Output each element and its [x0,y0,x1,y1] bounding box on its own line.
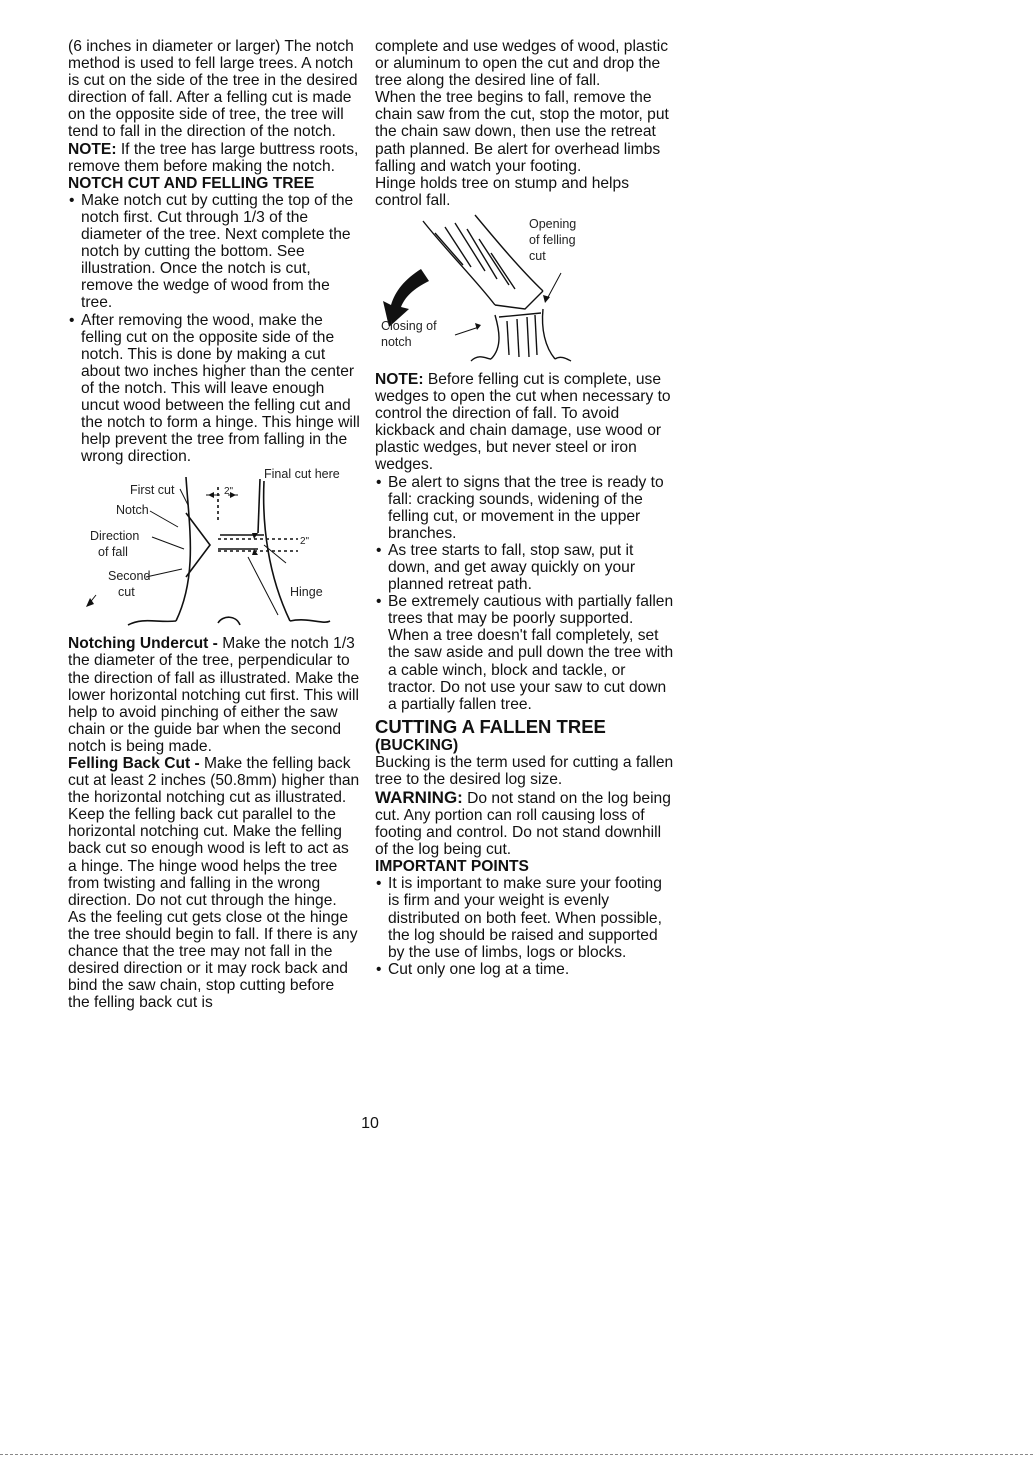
direction-label: Direction [90,529,140,544]
backcut-text: Make the felling back cut at least 2 inches (50.8mm) higher than the horizontal notching cut as illustrated. Keep the felling back cut parallel to the horizontal notching cut. Make the felling back cut so enough wood is left to act as a hinge. The hinge wood helps the tree from twisting and falling in the wrong direction. Do not cut through the hinge. [68,755,360,909]
falling-bullet: • As tree starts to fall, stop saw, put it down, and get away quickly on your planned retreat path. [375,542,675,593]
opening-label: Opening [529,216,577,231]
undercut-paragraph [68,635,360,755]
notch-bullet: • Make notch cut by cutting the top of the notch first. Cut through 1/3 of the diameter of the tree. Next complete the notch by cutting the bottom. See illustration. Once the notch is cut, remove the wedge of wood from the tree. [68,192,360,312]
closing-paragraph: As the feeling cut gets close ot the hinge the tree should begin to fall. If there is any chance that the tree may not fall in the desired direction or it may rock back and bind the saw chain, stop cutting before the felling back cut is [68,908,358,1012]
left-column [68,38,360,1011]
undercut-text: Make the notch 1/3 the diameter of the tree, perpendicular to the direction of fall as illustrated. Make the lower horizontal notching cut first. This will help to avoid pinching of either the saw chain or the guide bar when the second notch is being made. [68,635,360,755]
bucking-paragraph: Bucking is the term used for cutting a fallen tree to the desired log size. [375,754,674,789]
wedges-paragraph: complete and use wedges of wood, plastic or aluminum to open the cut and drop the tree along the desired line of fall. [375,38,668,90]
notch-bullet: • After removing the wood, make the felling cut on the opposite side of the notch. This is done by making a cut about two inches higher than the center of the notch. This will leave enough uncut wood between the felling cut and the notch to form a hinge. This hinge will help prevent the tree from falling in the wrong direction. [68,312,360,466]
note-text: If the tree has large buttress roots, remove them before making the notch. [68,140,359,175]
notch-bullets [68,192,360,466]
important-bullets [375,875,675,978]
warning-label: WARNING: [375,787,463,807]
hinge-paragraph: Hinge holds tree on stump and helps control fall. [375,174,629,209]
falling-bullet: • Be extremely cautious with partially fallen trees that may be poorly supported. When a tree doesn't fall completely, set the saw aside and pull down the tree with a cable winch, block and tackle, or tractor. Do not use your saw to cut down a partially fallen tree. [375,593,675,713]
cut-label: cut [118,585,135,600]
falling-bullets [375,474,675,713]
second-label: Second [108,569,151,584]
backcut-paragraph [68,755,360,909]
notch-diagram [68,465,360,635]
two-inch-top-label: 2" [224,486,234,498]
important-bullet: • It is important to make sure your footing is firm and your weight is evenly distributed on both feet. When possible, the log should be raised and supported by the use of limbs, logs or blocks. [375,875,675,960]
falling-bullet: • Be alert to signs that the tree is ready to fall: cracking sounds, widening of the felling cut, or movement in the upper branches. [375,474,675,542]
undercut-label: Notching Undercut - [68,635,218,653]
closing-notch-label: notch [381,334,412,349]
buttress-note [68,141,360,175]
notch-label: Notch [116,503,149,518]
bucking-subheading: (BUCKING) [375,736,459,754]
closing-of-label: Closing of [381,318,437,333]
note-text: Before felling cut is complete, use wedges to open the cut when necessary to control the direction of fall. To avoid kickback and chain damage, use wood or plastic wedges, but never steel or iron wedges. [375,370,671,474]
scan-edge-rule [0,1454,1033,1455]
intro-paragraph: (6 inches in diameter or larger) The notch method is used to fell large trees. A notch is cut on the side of the tree in the desired direction of fall. After a felling cut is made on the opposite side of tree, the tree will tend to fall in the direction of the notch. [68,38,358,141]
warning-text: Do not stand on the log being cut. Any portion can roll causing loss of footing and control. Do not stand downhill of the log being cut. [375,789,671,858]
felling-diagram [375,209,675,371]
retreat-paragraph: When the tree begins to fall, remove the chain saw from the cut, stop the motor, put the chain saw down, then use the retreat path planned. Be alert for overhead limbs falling and watch your footing. [375,89,669,175]
important-bullet: • Cut only one log at a time. [375,961,675,978]
final-cut-label: Final cut here [264,467,340,482]
of-felling-label: of felling [529,232,576,247]
felling-diagram-drawing [375,209,675,371]
important-points-heading: IMPORTANT POINTS [375,857,529,875]
note-label: NOTE: [375,370,424,388]
warning-paragraph [375,789,675,858]
hinge-label: Hinge [290,585,323,600]
note-label: NOTE: [68,140,117,158]
bucking-heading: CUTTING A FALLEN TREE [375,715,606,737]
first-cut-label: First cut [130,483,175,498]
backcut-label: Felling Back Cut - [68,755,200,772]
notch-cut-heading: NOTCH CUT AND FELLING TREE [68,174,315,192]
wedges-note [375,371,675,474]
right-column [375,38,675,978]
of-fall-label: of fall [98,545,128,560]
two-inch-side-label: 2" [300,536,310,548]
opening-cut-label: cut [529,248,546,263]
page-number: 10 [361,1115,379,1132]
